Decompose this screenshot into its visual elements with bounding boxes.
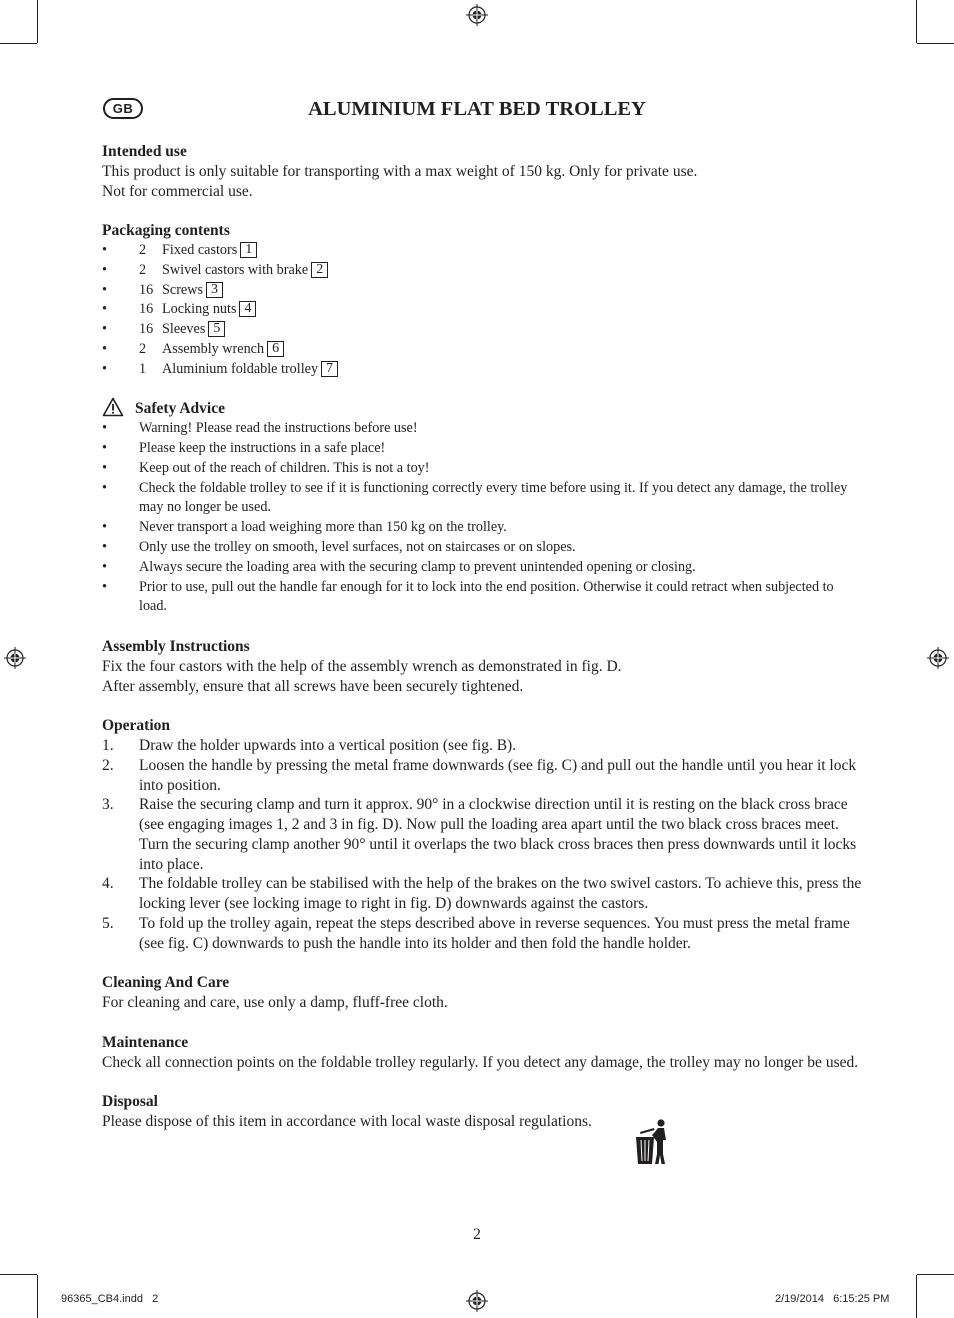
cleaning-section — [102, 973, 862, 1013]
footer-timestamp: 2/19/2014 6:15:25 PM — [775, 1293, 890, 1305]
step-text: To fold up the trolley again, repeat the steps described above in reverse sequences. You must press the metal frame (see fig. C) downwards to push the handle into its holder and then fold the handle holder. — [139, 915, 850, 952]
item-quantity: 1 — [139, 360, 147, 377]
step-text: Loosen the handle by pressing the metal frame downwards (see fig. C) and pull out the handle until you hear it lock into position. — [139, 756, 857, 794]
paragraph-line: Check all connection points on the foldable trolley regularly. If you detect any damage, the trolley may no longer be used. — [102, 1053, 859, 1071]
warning-triangle-icon — [102, 397, 124, 417]
list-item: • 2 Swivel castors with brake 2 — [102, 261, 862, 281]
item-label: Fixed castors — [162, 241, 238, 258]
list-item-text: Warning! Please read the instructions before use! — [139, 420, 418, 437]
item-quantity: 16 — [139, 321, 154, 338]
packaging-section — [102, 221, 862, 379]
crop-mark — [0, 1274, 37, 1275]
footer-file: 96365_CB4.indd 2 — [61, 1293, 159, 1305]
item-quantity: 16 — [139, 281, 154, 298]
paragraph-line: For cleaning and care, use only a damp, fluff-free cloth. — [102, 994, 448, 1012]
list-item: • 2 Assembly wrench 6 — [102, 340, 862, 360]
registration-mark-icon — [466, 4, 488, 26]
step-item: 1. Draw the holder upwards into a vertical position (see fig. B). — [102, 736, 517, 754]
list-item: • Never transport a load weighing more than 150 kg on the trolley. — [102, 519, 507, 536]
list-item: • 16 Screws 3 — [102, 281, 862, 301]
section-heading: Assembly Instructions — [102, 637, 250, 655]
list-item-text: Check the foldable trolley to see if it is functioning correctly every time before using it. If you detect any damage, the trolley may no longer be used. — [139, 479, 848, 516]
step-item: 4. The foldable trolley can be stabilised with the help of the brakes on the two swivel castors. To achieve this, press the locking lever (see locking image to right in fig. D) downwards against the castors. — [102, 875, 862, 913]
safety-section — [102, 399, 862, 617]
list-item: • Check the foldable trolley to see if it is functioning correctly every time before using it. If you detect any damage, the trolley may no longer be used. — [102, 479, 848, 516]
item-quantity: 2 — [139, 340, 147, 357]
step-item: 2. Loosen the handle by pressing the metal frame downwards (see fig. C) and pull out the handle until you hear it lock into position. — [102, 756, 857, 794]
step-item: 5. To fold up the trolley again, repeat the steps described above in reverse sequences. You must press the metal frame (see fig. C) downwards to push the handle into its holder and then fold the handle holder. — [102, 915, 850, 952]
list-item: • Please keep the instructions in a safe place! — [102, 439, 386, 456]
paragraph-line: Please dispose of this item in accordance with local waste disposal regulations. — [102, 1113, 592, 1131]
paragraph-line: Not for commercial use. — [102, 182, 253, 200]
list-item-text: Only use the trolley on smooth, level surfaces, not on staircases or on slopes. — [139, 538, 576, 555]
item-label: Assembly wrench — [162, 340, 265, 357]
page-number: 2 — [473, 1226, 481, 1243]
registration-mark-icon — [4, 647, 26, 669]
part-number-box: 1 — [240, 242, 257, 258]
crop-mark — [916, 1275, 917, 1318]
part-number-box: 6 — [267, 341, 284, 357]
list-item: • Keep out of the reach of children. This is not a toy! — [102, 459, 430, 476]
crop-mark — [0, 43, 37, 44]
section-heading: Packaging contents — [102, 222, 230, 240]
operation-section — [102, 716, 862, 954]
list-item-text: Always secure the loading area with the securing clamp to prevent unintended opening or closing. — [139, 558, 696, 575]
crop-mark — [37, 1275, 38, 1318]
crop-mark — [37, 0, 38, 43]
list-item: • Only use the trolley on smooth, level surfaces, not on staircases or on slopes. — [102, 538, 576, 555]
list-item: • Warning! Please read the instructions before use! — [102, 420, 418, 437]
page-title: ALUMINIUM FLAT BED TROLLEY — [308, 98, 646, 120]
assembly-section — [102, 637, 862, 696]
safety-list — [102, 419, 862, 617]
list-item: • Always secure the loading area with the securing clamp to prevent unintended opening or closing. — [102, 558, 696, 575]
step-text: Raise the securing clamp and turn it approx. 90° in a clockwise direction until it is resting on the black cross brace (see engaging images 1, 2 and 3 in fig. D). Now pull the loading area apart until the two black cross braces meet. Turn the securing clamp another 90° until it overlaps the two black cross braces then press downwards until it locks into place. — [139, 796, 857, 873]
section-heading: Cleaning And Care — [102, 974, 230, 992]
crop-mark — [917, 43, 954, 44]
part-number-box: 4 — [239, 301, 256, 317]
section-heading: Disposal — [102, 1093, 158, 1111]
list-item: • 16 Locking nuts 4 — [102, 300, 862, 320]
safety-heading-row — [102, 399, 862, 419]
crop-mark — [917, 1274, 954, 1275]
part-number-box: 7 — [321, 361, 338, 377]
item-label: Sleeves — [162, 321, 206, 338]
list-item-text: Never transport a load weighing more than 150 kg on the trolley. — [139, 519, 507, 536]
item-quantity: 2 — [139, 261, 147, 278]
list-item: • 16 Sleeves 5 — [102, 320, 862, 340]
maintenance-section — [102, 1033, 862, 1073]
list-item: • 2 Fixed castors 1 — [102, 241, 862, 261]
list-item-text: Please keep the instructions in a safe place! — [139, 439, 386, 456]
paragraph-line: Fix the four castors with the help of the assembly wrench as demonstrated in fig. D. — [102, 657, 622, 675]
item-label: Screws — [162, 281, 203, 298]
crop-mark — [916, 0, 917, 43]
step-text: The foldable trolley can be stabilised with the help of the brakes on the two swivel castors. To achieve this, press the locking lever (see locking image to right in fig. D) downwards against the castors. — [139, 875, 862, 913]
item-label: Swivel castors with brake — [162, 261, 309, 278]
part-number-box: 2 — [311, 262, 328, 278]
operation-steps — [102, 736, 862, 954]
part-number-box: 3 — [206, 282, 223, 298]
registration-mark-icon — [466, 1290, 488, 1312]
disposal-section — [102, 1092, 862, 1132]
step-item: 3. Raise the securing clamp and turn it approx. 90° in a clockwise direction until it is resting on the black cross brace (see engaging images 1, 2 and 3 in fig. D). Now pull the loading area apart until the two black cross braces meet. Turn the securing clamp another 90° until it overlaps the two black cross braces then press downwards until it locks into place. — [102, 796, 857, 873]
waste-bin-icon — [632, 1118, 672, 1166]
item-quantity: 16 — [139, 301, 154, 318]
paragraph-line: This product is only suitable for transporting with a max weight of 150 kg. Only for private use. — [102, 162, 698, 180]
registration-mark-icon — [927, 647, 949, 669]
part-number-box: 5 — [208, 321, 225, 337]
list-item-text: Keep out of the reach of children. This is not a toy! — [139, 459, 430, 476]
packaging-list — [102, 241, 862, 380]
section-heading: Operation — [102, 717, 171, 735]
item-label: Aluminium foldable trolley — [162, 360, 319, 377]
item-quantity: 2 — [139, 241, 147, 258]
list-item-text: Prior to use, pull out the handle far enough for it to lock into the end position. Otherwise it could retract when subjected to load. — [139, 578, 834, 615]
intended-use-section — [102, 142, 862, 201]
list-item: • Prior to use, pull out the handle far enough for it to lock into the end position. Otherwise it could retract when subjected to load. — [102, 578, 834, 615]
language-badge: GB — [103, 98, 143, 119]
section-heading: Intended use — [102, 143, 187, 160]
section-heading: Safety Advice — [135, 400, 225, 418]
list-item: • 1 Aluminium foldable trolley 7 — [102, 360, 862, 380]
step-text: Draw the holder upwards into a vertical position (see fig. B). — [139, 736, 517, 754]
section-heading: Maintenance — [102, 1033, 189, 1051]
item-label: Locking nuts — [162, 301, 237, 318]
paragraph-line: After assembly, ensure that all screws have been securely tightened. — [102, 677, 524, 695]
manual-content — [102, 142, 862, 1152]
